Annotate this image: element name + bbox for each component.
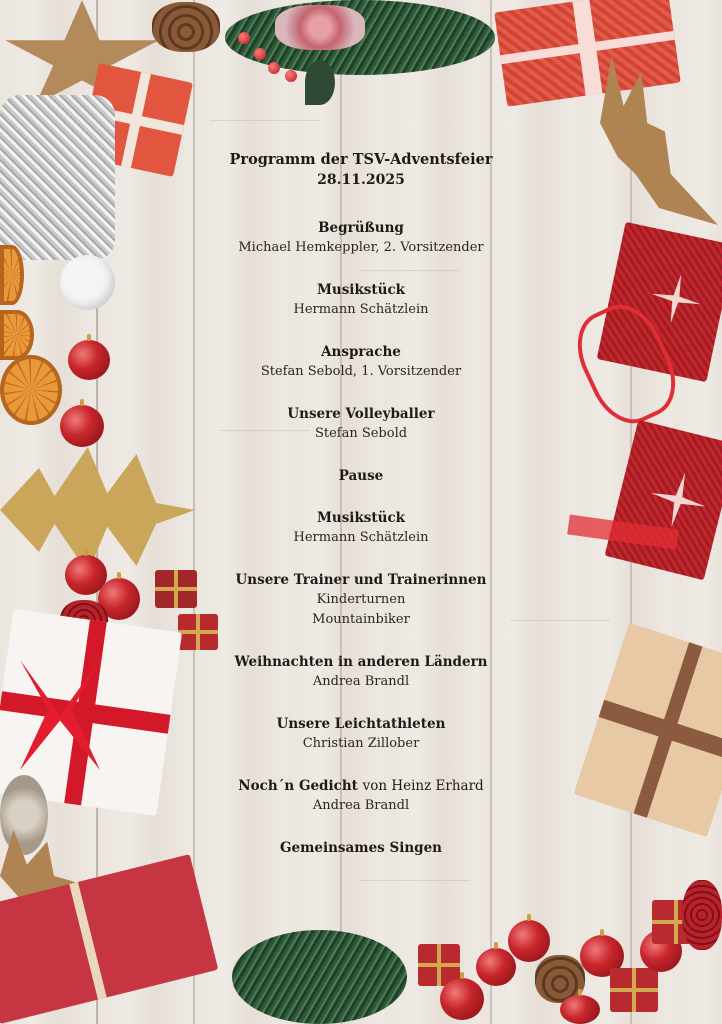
program-item-performer: Andrea Brandl (312, 798, 410, 813)
program-item-title-text: Unsere Trainer und Trainerinnen (235, 572, 487, 588)
holly-berry-icon (285, 70, 297, 82)
silver-ornament-icon (0, 775, 48, 855)
gift-box-icon (494, 0, 681, 107)
wood-grain (360, 880, 470, 881)
holly-berry-icon (238, 32, 250, 44)
dried-orange-icon (0, 310, 34, 360)
program-item-performer: Hermann Schätzlein (293, 530, 429, 545)
holly-berry-icon (254, 48, 266, 60)
program-item-title-text: Musikstück (316, 282, 406, 298)
program-item-title (200, 838, 522, 858)
wood-grain (510, 620, 610, 621)
program-item-title (200, 714, 522, 734)
program-item-title-text: Ansprache (321, 344, 401, 360)
christmas-ball-icon (60, 405, 104, 447)
program-item-performer: Andrea Brandl (312, 674, 410, 689)
program-item (200, 776, 522, 816)
program-item-title (200, 570, 522, 590)
program-item-title (200, 652, 522, 672)
program-item-title (200, 342, 522, 362)
program-item-title-text: Weihnachten in anderen Ländern (234, 654, 488, 670)
program-item-title-text: Begrüßung (318, 220, 404, 236)
program-date: 28.11.2025 (317, 172, 405, 188)
program-item-performer: Hermann Schätzlein (293, 302, 429, 317)
leaf-icon (305, 60, 335, 105)
program-item-title-text: Pause (338, 468, 384, 484)
wood-grain (210, 120, 320, 121)
program-item-performer: Christian Zillober (302, 736, 420, 751)
program-item (200, 404, 522, 444)
christmas-ball-icon (476, 948, 516, 986)
program-item-title (200, 404, 522, 424)
mini-gift-icon (610, 968, 658, 1012)
dried-orange-icon (0, 355, 62, 425)
program-item-title-text: Musikstück (316, 510, 406, 526)
kraft-gift-box-icon (574, 623, 722, 837)
program-item-author: von Heinz Erhard (362, 778, 484, 794)
mini-gift-icon (155, 570, 197, 608)
program-item (200, 570, 522, 630)
christmas-ball-icon (68, 340, 110, 380)
christmas-ball-icon (508, 920, 550, 962)
program-item-performer: Stefan Sebold (314, 426, 408, 441)
berry-cluster-icon (682, 880, 722, 950)
program-item-title-text: Gemeinsames Singen (280, 840, 442, 856)
christmas-ball-icon (440, 978, 484, 1020)
program-item-performer: Kinderturnen (316, 592, 406, 607)
program-item-title-text: Unsere Volleyballer (287, 406, 435, 422)
program-item (200, 466, 522, 486)
snowflake-icon (644, 466, 712, 534)
glitter-gift-box-icon (605, 420, 722, 581)
program-title: Programm der TSV-Adventsfeier (229, 151, 493, 168)
tinsel-tree-icon (0, 95, 115, 260)
pine-cone-icon (152, 2, 220, 52)
snowflake-icon (646, 269, 705, 328)
frosted-berries-icon (275, 5, 365, 50)
program-item-performer: Stefan Sebold, 1. Vorsitzender (260, 364, 462, 379)
program-item-title (200, 218, 522, 238)
holly-berry-icon (268, 62, 280, 74)
program-item (200, 280, 522, 320)
program-item (200, 342, 522, 382)
program-item-title (200, 280, 522, 300)
program-item-title (200, 466, 522, 486)
program-item-performer: Michael Hemkeppler, 2. Vorsitzender (238, 240, 484, 255)
dried-orange-icon (0, 245, 24, 305)
program-item-title (200, 776, 522, 796)
christmas-ball-icon (560, 995, 600, 1024)
pompom-icon (60, 255, 115, 310)
program-item-title (200, 508, 522, 528)
program-item (200, 218, 522, 258)
program-item (200, 652, 522, 692)
program-item-title-text: Unsere Leichtathleten (276, 716, 446, 732)
program-item (200, 714, 522, 754)
program-items (200, 218, 522, 858)
program-content (200, 150, 522, 880)
fir-branch-icon (232, 930, 407, 1024)
program-item-title-text: Noch´n Gedicht (238, 778, 358, 794)
program-item (200, 838, 522, 858)
program-item-performer: Mountainbiker (312, 612, 410, 627)
program-item (200, 508, 522, 548)
